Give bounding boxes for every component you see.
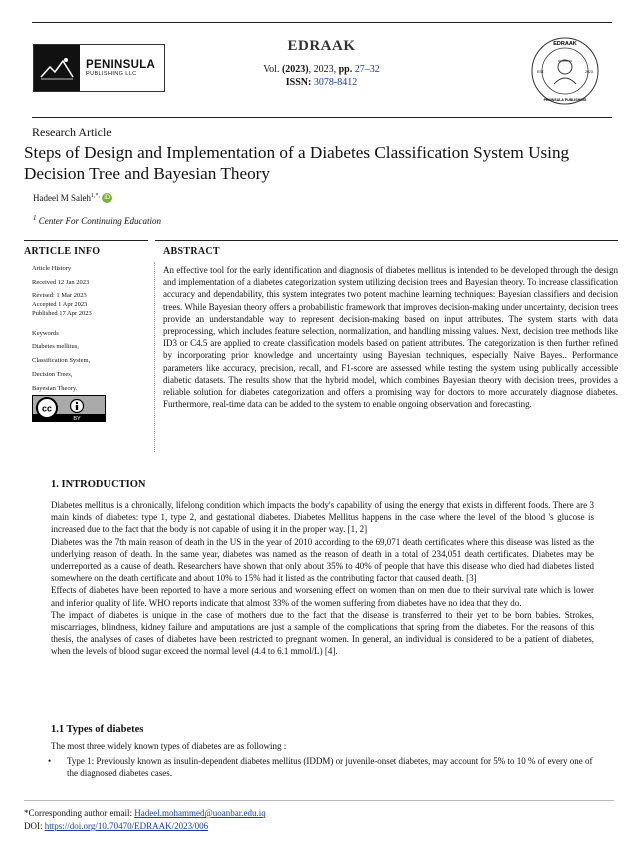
seal-left: EST. (537, 70, 545, 74)
article-title: Steps of Design and Implementation of a Diabetes Classification System Using Decision Tree and Bayesian Theory (24, 143, 570, 183)
abstract-text: An effective tool for the early identification and diagnosis of diabetes mellitus is intended to be developed through the design and implementation of a diabetes categorization system utilizing decision trees and Bayesian theory. To increase classification accuracy and dependability, this system integrates two potent machine learning techniques: Bayesian classifiers and decision trees. While Bayesian theory offers a probabilistic framework that improves decision-making under uncertainty, decision trees provide an understandable way to represent decision-making based on input attributes. The system starts with data preprocessing, which includes feature selection, normalization, and handling missing values. Next, decision tree methods like ID3 or C4.5 are applied to create classification models based on patient attributes. The categorization is then further refined by incorporating prior knowledge and uncertainty using Bayesian techniques, especially Naive Bayes.. Performance parameters like accuracy, precision, recall, and F1-score are assessed while testing the system using publically accessible diabetic datasets. The results show that the hybrid model, which combines Bayesian theory with decision trees, provides a reliable solution for diabetes categorization and offers a promising way for doctors to more accurately diagnose diabetes. Furthermore, real-time data can be added to the system to enable ongoing observation and forecasting. (163, 265, 618, 410)
affil-text: Center For Continuing Education (38, 216, 161, 226)
corresponding-line (24, 808, 266, 818)
vol-mid: , 2023, (308, 64, 337, 75)
intro-paragraph: Effects of diabetes have been reported to have a more serious and worsening effect on women than on men due to their survival rate which is lower and inferior quality of life. WHO reports indicate that almost 33% of the women suffering from diabetes have no idea that they do. (51, 585, 594, 608)
seal-bottom: PENINSULA PUBLISHING (543, 98, 587, 102)
license-label: BY (73, 416, 81, 421)
revised: Revised: 1 Mar 2023 (32, 292, 87, 299)
author-sup: 1,*, (90, 193, 100, 199)
affil-num: 1 (33, 214, 37, 222)
accepted: Accepted 1 Apr 2023 (32, 301, 88, 308)
vol-year: (2023) (281, 64, 309, 75)
cc-license-badge[interactable] (32, 395, 106, 422)
intro-paragraph: The impact of diabetes is unique in the case of mothers due to the fact that the disease is transferred to their yet to be born babies. Strokes, miscarriages, blindness, kidney failure and amputations are just a sample of the complications that spring from the diabetes. For the reasons of this thesis, the analyses of cases of diabetes have been restricted to pregnant women. In general, an individual is considered to be a patient of diabetes, when the levels of blood sugar exceed the normal level (4.4 to 6.1 mmol/L) [4]. (51, 609, 594, 657)
info-rule (24, 240, 148, 241)
affiliation (33, 214, 161, 226)
seal-right: 2023 (585, 70, 593, 74)
keyword: Bayesian Theory. (32, 385, 78, 392)
doi-label: DOI: (24, 821, 43, 831)
abstract-rule (155, 240, 618, 241)
footer-rule (24, 800, 614, 801)
vol-prefix: Vol. (263, 64, 280, 75)
journal-seal (530, 36, 600, 106)
keyword: Decision Trees, (32, 371, 73, 378)
list-item (48, 755, 596, 779)
svg-text:cc: cc (41, 403, 53, 414)
received: Received 12 Jan 2023 (32, 279, 90, 286)
email-link[interactable]: Hadeel.mohammed@uoanbar.edu.iq (134, 808, 266, 818)
seal-top: EDRAAK (553, 41, 577, 47)
article-info-heading: ARTICLE INFO (24, 246, 101, 257)
top-rule (32, 22, 612, 23)
keyword: Classification System, (32, 357, 91, 364)
issn-label: ISSN: (285, 77, 312, 88)
keywords-label: Keywords (32, 330, 59, 337)
bullet-text: Type 1: Previously known as insulin-dependent diabetes mellitus (IDDM) or juvenile-onset diabetes, may account for 5% to 10 % of every one of the diagnosed diabetes cases. (67, 756, 593, 779)
corr-label: *Corresponding author email: (24, 808, 132, 818)
doi-line (24, 821, 208, 831)
orcid-icon[interactable]: iD (102, 193, 112, 203)
issn-link[interactable]: 3078-8412 (313, 77, 358, 88)
doi-link[interactable]: https://doi.org/10.70470/EDRAAK/2023/006 (44, 821, 209, 831)
pages[interactable]: 27–32 (354, 64, 380, 75)
publisher-name: PENINSULA (86, 59, 156, 71)
article-type: Research Article (32, 125, 112, 139)
intro-heading: 1. INTRODUCTION (51, 479, 146, 490)
pp-label: pp. (338, 64, 353, 75)
bullet-dot: • (48, 756, 52, 766)
types-lead: The most three widely known types of diabetes are as following : (51, 741, 287, 751)
history-label: Article History (32, 265, 72, 272)
journal-name: EDRAAK (287, 38, 356, 54)
publisher-sub: PUBLISHING LLC (86, 71, 137, 77)
intro-paragraph: Diabetes was the 7th main reason of death in the US in the year of 2010 according to the 69,071 death certificates where this disease was listed as the underlying reason of death. In the same year, diabetes was named as the reason of death in a total of 234,051 death certificates. Diabetes may be underreported as a cause of death. Researchers have shown that only about 35% to 40% of people that have this disease who died had diabetes listed somewhere on the death certificate and about 10% to 15% had it listed as the contributing factor that caused death. [3] (51, 536, 594, 584)
abstract-heading: ABSTRACT (163, 246, 220, 257)
intro-paragraph: Diabetes mellitus is a chronically, lifelong condition which impacts the body's capability of using the energy that exists in different foods. There are 3 main kinds of diabetes: type 1, type 2, and gestational diabetes. Diabetes Mellitus happens in the case where the level of the blood 's glucose is increased due to the fact that the body is not capable of using it in the proper way. [1, 2] (51, 500, 594, 535)
types-heading: 1.1 Types of diabetes (51, 724, 144, 735)
author-line (33, 193, 112, 203)
column-divider (154, 262, 155, 452)
author-name: Hadeel M Saleh (33, 193, 91, 203)
published: Published 17 Apr 2023 (32, 310, 92, 317)
intro-body (51, 499, 594, 658)
keyword: Diabetes mellitus, (32, 343, 79, 350)
header-rule (32, 117, 612, 118)
